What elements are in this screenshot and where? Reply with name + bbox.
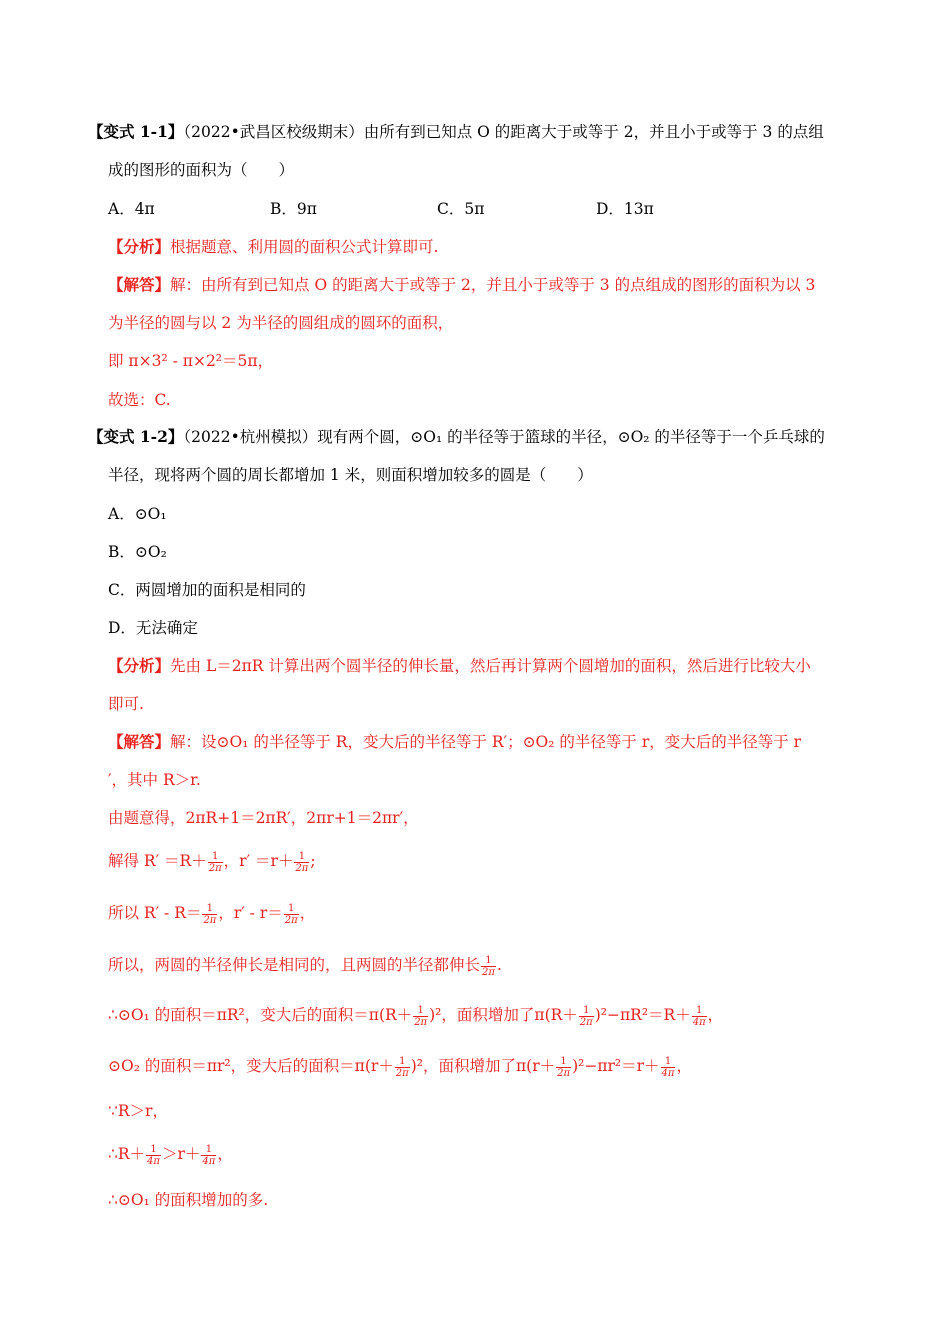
q1-stem-line1: 【变式 1-1】（2022•武昌区校级期末）由所有到已知点 O 的距离大于或等于 2，并且小于或等于 3 的点组 bbox=[88, 122, 824, 141]
fraction: $\frac{1}{2\pi}$ bbox=[295, 850, 309, 874]
q2-solution-line6: 所以，两圆的半径伸长是相同的，且两圆的半径都伸长 $\frac{1}{2\pi}$ . bbox=[108, 954, 502, 978]
fraction: $\frac{1}{2\pi}$ bbox=[203, 902, 217, 926]
fraction: $\frac{1}{2\pi}$ bbox=[395, 1055, 409, 1079]
q1-analysis: 【分析】根据题意、利用圆的面积公式计算即可. bbox=[108, 237, 439, 256]
q1-stem-line2: 成的图形的面积为（ ） bbox=[108, 161, 295, 179]
fraction: $\frac{1}{4\pi}$ bbox=[202, 1143, 216, 1167]
q1-option-c: C．5π bbox=[437, 200, 485, 218]
q1-option-a: A．4π bbox=[108, 200, 155, 218]
fraction: $\frac{1}{2\pi}$ bbox=[414, 1004, 428, 1028]
q2-option-d: D．无法确定 bbox=[108, 619, 198, 637]
q2-solution-line3: 由题意得，2πR+1＝2πR′，2πr+1＝2πr′， bbox=[108, 809, 419, 827]
q1-solution-line4: 故选：C. bbox=[108, 391, 171, 409]
q2-solution-line4: 解得 R′ ＝R＋ $\frac{1}{2\pi}$ ，r′ ＝r＋ $\frac{1}{2\pi}$ ; bbox=[108, 850, 316, 874]
q2-solution-line10: ∴R＋ $\frac{1}{4\pi}$ ＞r＋ $\frac{1}{4\pi}$ ， bbox=[108, 1143, 233, 1167]
q2-solution-line9: ∵R＞r， bbox=[108, 1102, 168, 1120]
q2-tag: 【变式 1-2】 bbox=[88, 427, 184, 446]
q2-solution-line8: ⊙O₂ 的面积＝πr²，变大后的面积＝π(r＋ $\frac{1}{2\pi}$ )²，面积增加了π(r＋ $\frac{1}{2\pi}$ )²−πr²＝r＋ $\frac{1}{4\pi}$ ， bbox=[108, 1055, 692, 1079]
fraction: $\frac{1}{4\pi}$ bbox=[661, 1055, 675, 1079]
q2-analysis-line1: 【分析】先由 L＝2πR 计算出两个圆半径的伸长量，然后再计算两个圆增加的面积，然后进行比较大小 bbox=[108, 656, 811, 675]
q1-option-b: B．9π bbox=[270, 200, 317, 218]
q2-option-b: B．⊙O₂ bbox=[108, 543, 167, 561]
fraction: $\frac{1}{2\pi}$ bbox=[208, 850, 222, 874]
q2-solution-line2: ′，其中 R＞r. bbox=[108, 771, 201, 789]
q2-solution-line11: ∴⊙O₁ 的面积增加的多. bbox=[108, 1191, 269, 1209]
q2-stem-line2: 半径，现将两个圆的周长都增加 1 米，则面积增加较多的圆是（ ） bbox=[108, 466, 593, 484]
fraction: $\frac{1}{2\pi}$ bbox=[482, 954, 495, 978]
fraction: $\frac{1}{4\pi}$ bbox=[147, 1143, 160, 1167]
q2-solution-line5: 所以 R′ - R＝ $\frac{1}{2\pi}$ ，r′ - r＝ $\frac{1}{2\pi}$ ， bbox=[108, 902, 316, 926]
q2-analysis-line2: 即可. bbox=[108, 695, 144, 713]
q2-solution-line7: ∴⊙O₁ 的面积＝πR²，变大后的面积＝π(R＋ $\frac{1}{2\pi}$ )²，面积增加了π(R＋ $\frac{1}{2\pi}$ )²−πR²＝R＋ $\frac{1}{4\pi}$ ， bbox=[108, 1004, 724, 1028]
q2-option-c: C．两圆增加的面积是相同的 bbox=[108, 581, 306, 599]
fraction: $\frac{1}{2\pi}$ bbox=[579, 1004, 593, 1028]
fraction: $\frac{1}{2\pi}$ bbox=[284, 902, 298, 926]
q2-stem-line1: 【变式 1-2】（2022•杭州模拟）现有两个圆，⊙O₁ 的半径等于篮球的半径，⊙O₂ 的半径等于一个乒乓球的 bbox=[88, 427, 825, 446]
q1-solution-line1: 【解答】解：由所有到已知点 O 的距离大于或等于 2，并且小于或等于 3 的点组成的图形的面积为以 3 bbox=[108, 275, 816, 294]
q2-solution-line1: 【解答】解：设⊙O₁ 的半径等于 R，变大后的半径等于 R′；⊙O₂ 的半径等于 r，变大后的半径等于 r bbox=[108, 732, 802, 751]
q2-option-a: A．⊙O₁ bbox=[108, 505, 167, 523]
fraction: $\frac{1}{4\pi}$ bbox=[692, 1004, 706, 1028]
q1-solution-line3: 即 π×3² - π×2²＝5π， bbox=[108, 352, 274, 370]
q1-solution-line2: 为半径的圆与以 2 为半径的圆组成的圆环的面积， bbox=[108, 314, 454, 332]
q1-tag: 【变式 1-1】 bbox=[88, 122, 184, 141]
fraction: $\frac{1}{2\pi}$ bbox=[557, 1055, 571, 1079]
q1-option-d: D．13π bbox=[596, 200, 654, 218]
